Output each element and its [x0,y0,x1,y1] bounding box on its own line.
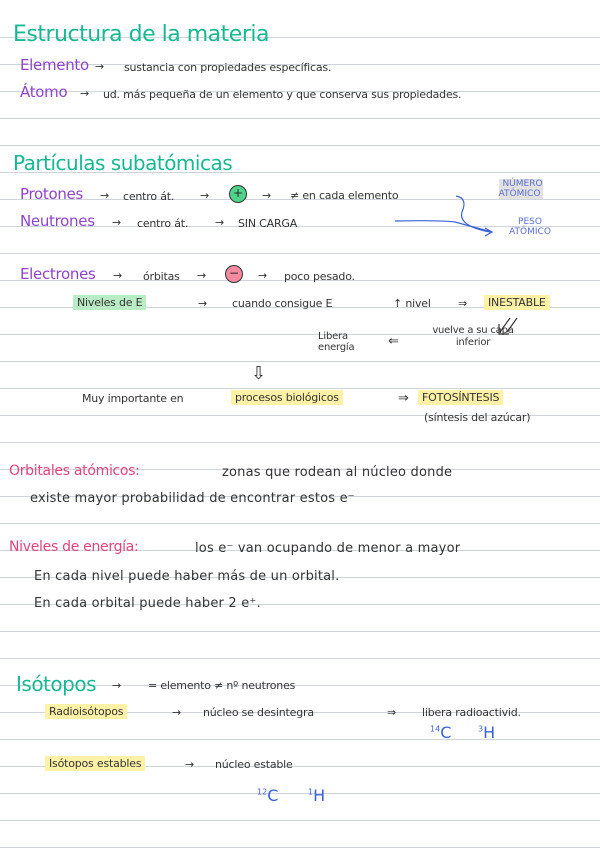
isotopos-estables-label: Isótopos estables [45,758,145,769]
isotopos-text: = elemento ≠ nº neutrones [148,679,296,692]
niveles-e-arrow-3: ⇒ [458,297,468,310]
orbitales-label: Orbitales atómicos: [9,463,140,479]
protones-arrow-2: → [200,189,210,202]
neutrones-label: Neutrones [20,212,95,230]
libera-energia: Libera energía [318,331,355,353]
niveles-e-label: Niveles de E [73,297,146,308]
niveles-e-text-1: cuando consigue E [232,297,333,310]
inestable-label: INESTABLE [484,297,550,308]
procesos-biologicos: procesos biológicos [231,392,343,403]
niveles-energia-text-1: los e⁻ van ocupando de menor a mayor [195,541,461,556]
niveles-energia-text-3: En cada orbital puede haber 2 e⁺. [34,596,261,611]
neutrones-text-2: SIN CARGA [238,217,298,230]
page-title: Estructura de la materia [13,22,269,47]
proton-plus-icon: + [229,185,247,203]
protones-label: Protones [20,185,84,203]
radioisotopos-text-2: libera radioactivid. [422,706,521,719]
estables-text: núcleo estable [215,758,293,771]
elemento-label: Elemento [20,56,89,74]
vuelve-capa-inferior: vuelve a su capa inferior [432,325,514,348]
niveles-e-arrow-2: ↑ nivel [393,297,431,310]
peso-atomico-note: PESO ATÓMICO [509,217,551,238]
isotopos-title: Isótopos [16,672,96,696]
protones-text-2: ≠ en cada elemento [290,189,399,202]
protones-arrow-1: → [100,189,110,202]
numero-atomico-note: NÚMERO ATÓMICO [498,179,543,200]
electrones-label: Electrones [20,265,96,283]
estables-arrow: → [185,758,195,771]
protones-arrow-3: → [262,189,272,202]
radioisotopos-label: Radioisótopos [45,706,127,717]
isotope-carbon-14: $^{14}$C [430,723,452,742]
elemento-arrow: → [95,60,105,73]
orbitales-text-1: zonas que rodean al núcleo donde [222,465,453,480]
isotope-hydrogen-1: $^1$H [308,786,326,805]
left-double-arrow: ⇐ [388,334,400,349]
protones-text-1: centro át. [123,190,175,203]
niveles-e-arrow-1: → [198,297,208,310]
niveles-energia-label: Niveles de energía: [9,539,139,555]
atomo-arrow: → [80,87,90,100]
electrones-arrow-1: → [113,269,123,282]
orbitales-text-2: existe mayor probabilidad de encontrar estos e⁻ [30,491,355,506]
niveles-energia-text-2: En cada nivel puede haber más de un orbital. [34,569,340,584]
fotosintesis: FOTOSÍNTESIS [418,392,503,403]
elemento-text: sustancia con propiedades específicas. [124,61,332,74]
down-arrow: ⇩ [251,363,267,384]
importante-text: Muy importante en [82,392,184,405]
electron-minus-icon: − [225,265,243,283]
electrones-text-1: órbitas [143,270,180,283]
particulas-title: Partículas subatómicas [13,151,233,175]
neutrones-text-1: centro át. [137,217,189,230]
importante-arrow: ⇒ [398,391,410,406]
radioisotopos-text-1: núcleo se desintegra [203,706,314,719]
electrones-arrow-3: → [258,269,268,282]
radioisotopos-arrow-1: → [172,706,182,719]
isotope-hydrogen-3: $^3$H [478,723,496,742]
radioisotopos-arrow-2: ⇒ [387,706,397,719]
atomo-label: Átomo [20,83,68,101]
isotopos-arrow: → [112,679,122,692]
isotope-carbon-12: $^{12}$C [257,786,279,805]
sintesis-azucar: (síntesis del azúcar) [424,411,531,424]
atomo-text: ud. más pequeña de un elemento y que conserva sus propiedades. [103,88,462,101]
neutrones-arrow-2: → [215,216,225,229]
neutrones-arrow-1: → [112,216,122,229]
electrones-arrow-2: → [197,269,207,282]
electrones-text-2: poco pesado. [284,270,355,283]
